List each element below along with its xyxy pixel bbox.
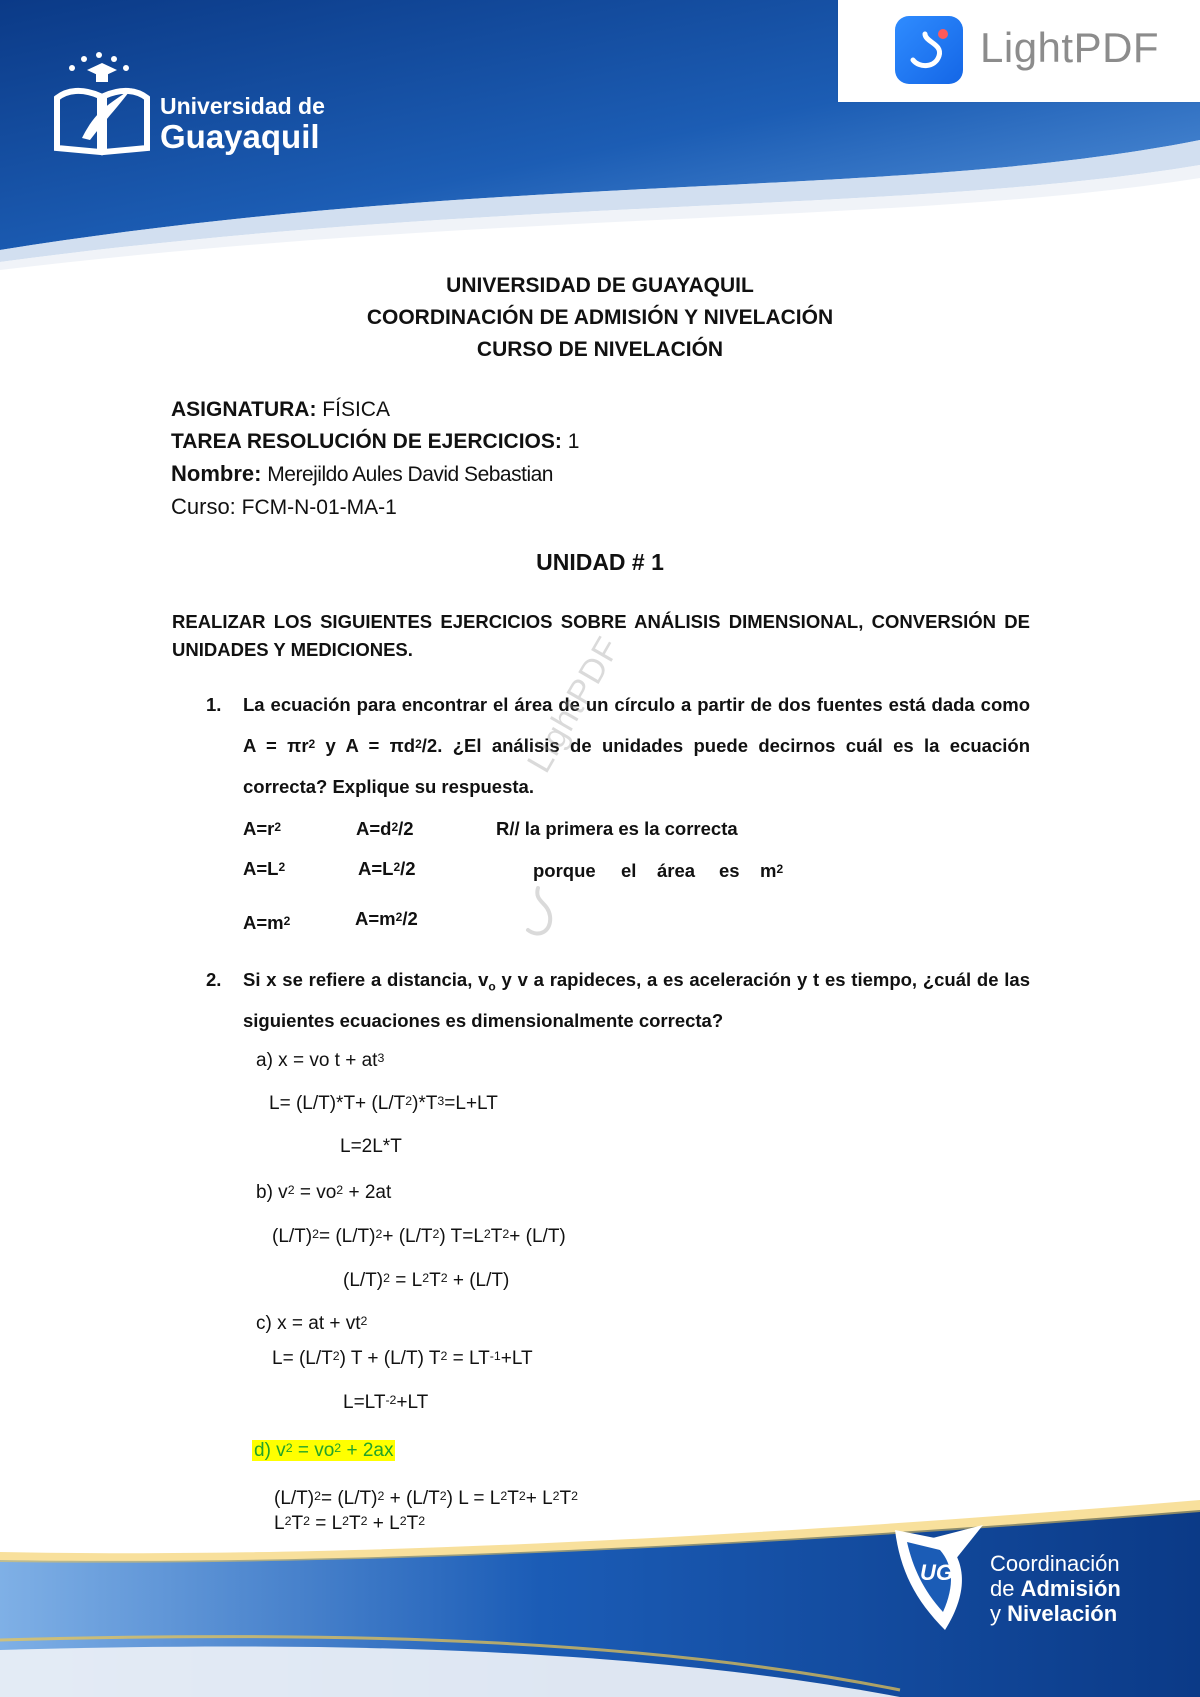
tarea-label: TAREA RESOLUCIÓN DE EJERCICIOS: [171, 430, 562, 453]
q2-option-d-p3: + 2ax [341, 1440, 394, 1461]
q2-number: 2. [206, 969, 222, 990]
q1-area: área [657, 860, 696, 881]
q2-option-d-highlight: d) $v^2 = vo^2 + 2ax$ [254, 1440, 394, 1461]
q2-text-a: Si x se refiere a distancia, v [243, 969, 489, 990]
q1-sup2: 2 [415, 736, 422, 751]
nombre-value: Merejildo Aules David Sebastian [267, 463, 553, 486]
curso-label: Curso: [171, 494, 236, 519]
footer-line3 [990, 1602, 1117, 1626]
q1-es: es [719, 860, 740, 881]
q2-option-b: b) $v^2 = vo^2 + 2at$ [256, 1182, 392, 1203]
q2-option-a-text: a) x = vo t + at [256, 1050, 378, 1071]
tarea-value: 1 [567, 430, 580, 453]
lightpdf-brand-text: LightPDF [980, 24, 1160, 71]
q1-row1-col1: $A=r^2$ [243, 818, 282, 839]
watermark-logo-icon [520, 880, 560, 940]
q1-sup1: 2 [308, 736, 316, 751]
university-name-line1: Universidad de [160, 93, 325, 119]
q2-d-step2: $L^2T^2 = L^2T^2 + L^2T^2$ [274, 1513, 426, 1534]
q1-answer: R// la primera es la correcta [496, 818, 738, 839]
title-coordination: COORDINACIÓN DE ADMISIÓN Y NIVELACIÓN [366, 306, 834, 329]
university-name [160, 95, 325, 153]
q2-option-b-p3: + 2at [343, 1182, 392, 1203]
q2-option-d [252, 1440, 395, 1462]
footer-line2-bold: Admisión [1020, 1576, 1121, 1601]
q2-option-c: c) x = at + $vt^2$ [256, 1313, 368, 1334]
q1-row2-col1: $A=L^2$ [243, 858, 286, 879]
q2-option-b-p2: = vo [294, 1182, 337, 1203]
q1-row1-col2: $A=d^2/2$ [356, 818, 414, 839]
title-course: CURSO DE NIVELACIÓN [476, 338, 724, 361]
q2-a-step2: L=2L*T [340, 1136, 402, 1157]
instructions: REALIZAR LOS SIGUIENTES EJERCICIOS SOBRE ANÁLISIS DIMENSIONAL, CONVERSIÓN DE UNIDADES Y MEDICIONES. [172, 611, 1030, 660]
footer-line3-bold: Nivelación [1007, 1601, 1118, 1626]
q1-text-c: /2. ¿El análisis de unidades puede decirnos cuál es la ecuación correcta? Explique su respuesta. [243, 735, 1030, 797]
q2-option-d-p1: d) v [254, 1440, 286, 1461]
q2-a-step1: $L= (L/T)*T+ (L/T^2)*T^3=L+LT$ [269, 1093, 498, 1114]
q1-text [243, 684, 1030, 807]
q1-porque: porque [533, 860, 596, 881]
footer-line3-prefix: y [990, 1601, 1001, 1626]
q2-option-c-text: c) x = at + vt [256, 1313, 361, 1334]
university-logo-icon [52, 48, 152, 158]
q1-row2-col2: $A=L^2/2$ [358, 858, 416, 879]
q2-d-step1: $(L/T)^2= (L/T)^2 + (L/T^2) L = L^2T^2+ L^2T^2$ [274, 1488, 579, 1509]
q2-b-step2: $(L/T)^2 = L^2T^2 + (L/T)$ [343, 1270, 510, 1291]
footer-line1: Coordinación [990, 1551, 1120, 1576]
q1-number: 1. [206, 694, 222, 715]
nombre-label: Nombre: [171, 461, 262, 486]
q2-b-step1: $(L/T)^2= (L/T)^2+ (L/T^2)$ $T=L^2T^2+ (L/T)$ [272, 1226, 566, 1247]
unit-title: UNIDAD # 1 [536, 549, 664, 575]
q2-option-a: a) x = vo $t + at^3$ [256, 1050, 385, 1071]
title-university: UNIVERSIDAD DE GUAYAQUIL [446, 274, 754, 297]
q2-option-d-p2: = vo [292, 1440, 335, 1461]
curso-value: FCM-N-01-MA-1 [241, 496, 397, 519]
watermark-lightpdf: LightPDF [520, 630, 628, 779]
q1-row3-col1: $A=m^2$ [243, 912, 291, 933]
footer-line2 [990, 1577, 1121, 1601]
asignatura-label: ASIGNATURA: [171, 398, 317, 421]
asignatura-value: FÍSICA [322, 398, 390, 421]
q2-sub-o: o [488, 979, 496, 994]
university-name-line2: Guayaquil [160, 118, 320, 155]
q1-m2: $m^2$ [760, 860, 784, 881]
lightpdf-logo-icon [895, 16, 963, 84]
q2-c-step2: $L=LT^{-2}+LT$ [343, 1392, 429, 1413]
q2-c-step1: $L= (L/T^2) T + (L/T) T^2 = LT^{-1}+LT$ [272, 1348, 533, 1369]
q1-m: m [760, 860, 777, 881]
q2-text [243, 959, 1030, 1041]
field-tarea [171, 430, 579, 454]
q2-option-b-p1: b) v [256, 1182, 288, 1203]
field-nombre [171, 461, 553, 487]
q1-text-b: y A = πd [315, 735, 416, 756]
ug-badge-text: UG [920, 1560, 953, 1585]
field-curso [171, 494, 397, 520]
footer-line2-prefix: de [990, 1576, 1015, 1601]
q2-text-b: y v a rapideces, a es aceleración y t es tiempo, ¿cuál de las siguientes ecuaciones es dimensionalmente correcta? [243, 969, 1030, 1031]
q1-el: el [621, 860, 637, 881]
q1-text-a: La ecuación para encontrar el área de un círculo a partir de dos fuentes está dada como A = πr [243, 694, 1030, 756]
field-asignatura [171, 398, 390, 422]
q1-row3-col2: $A=m^2/2$ [355, 908, 418, 929]
